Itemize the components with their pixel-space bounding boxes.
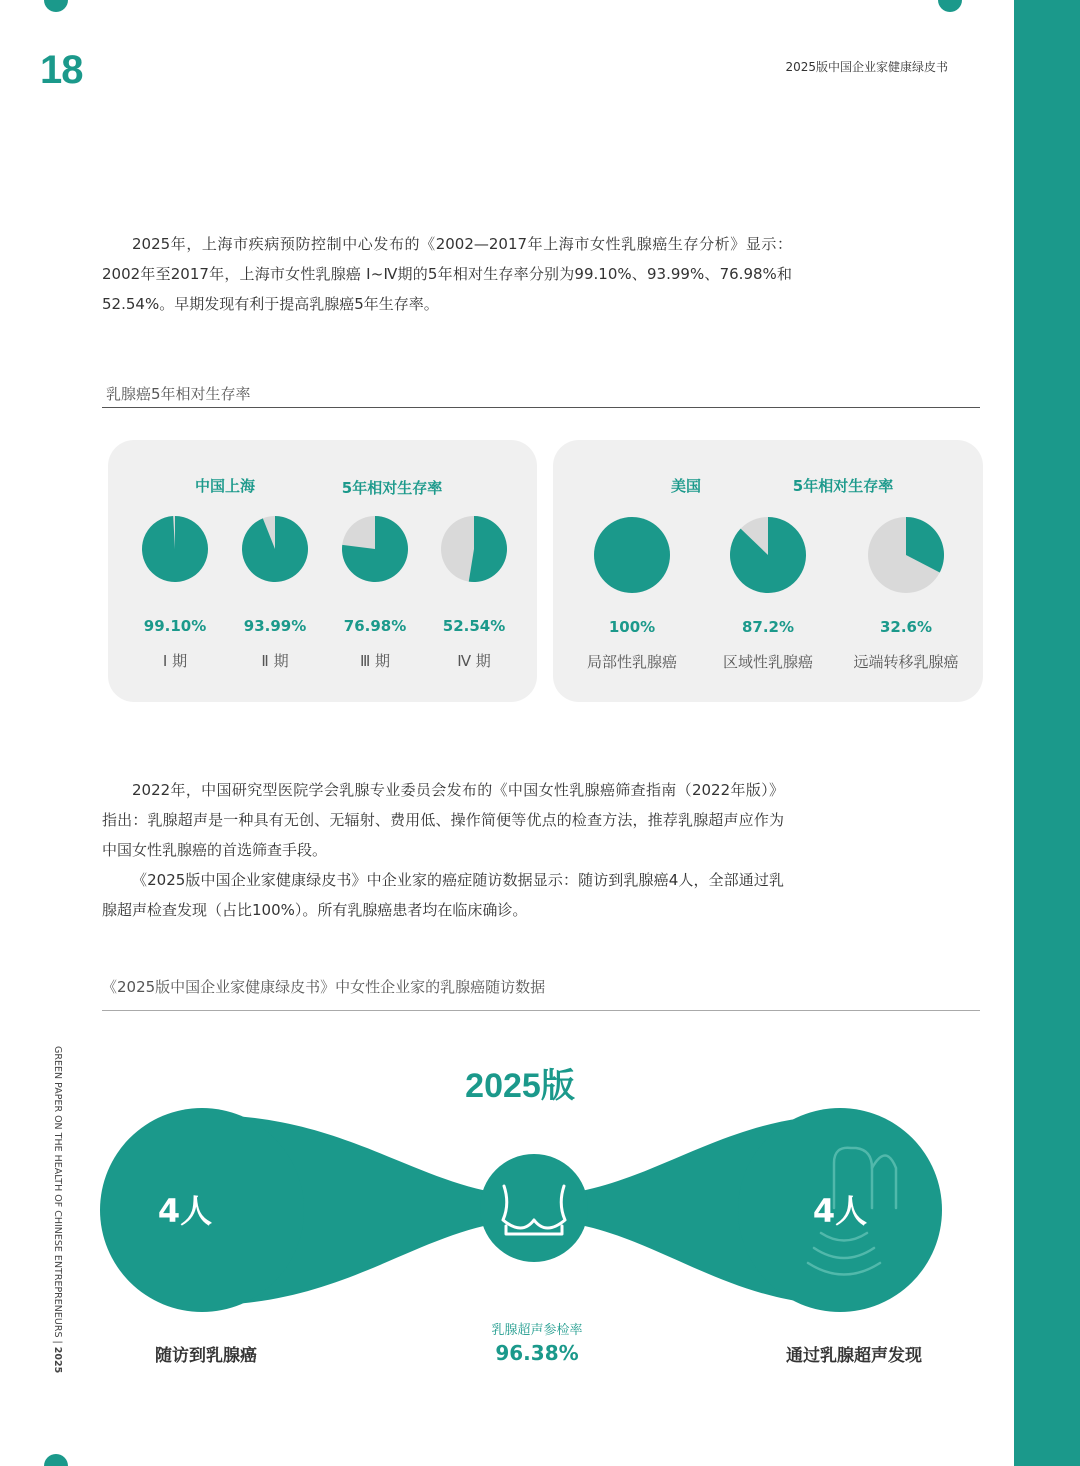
right-accent-band (1014, 0, 1080, 1466)
side-running-text: GREEN PAPER ON THE HEALTH OF CHINESE ENTREPRENEURS | 2025 (52, 1046, 63, 1374)
value-shanghai-stage3: 76.98% (343, 617, 407, 635)
center-rate: 96.38% (495, 1341, 579, 1365)
intro-text: 2025年，上海市疾病预防控制中心发布的《2002—2017年上海市女性乳腺癌生存分析》显示：2002年至2017年，上海市女性乳腺癌 Ⅰ~Ⅳ期的5年相对生存率分别为99.10%、93.99%、76.98%和 52.54%。早期发现有利于提高乳腺癌5年生存率。 (102, 235, 792, 313)
pie-shanghai-stage2 (242, 516, 308, 582)
side-year: 2025 (52, 1346, 63, 1374)
label-usa-distant: 远端转移乳腺癌 (853, 653, 959, 671)
running-title: 2025版中国企业家健康绿皮书 (785, 60, 948, 74)
right-count: 4人 (812, 1192, 868, 1230)
value-shanghai-stage4: 52.54% (442, 617, 506, 635)
guideline-paragraph (102, 775, 784, 925)
value-shanghai-stage2: 93.99% (243, 617, 307, 635)
center-circle (480, 1154, 588, 1262)
pie-usa-local (594, 517, 670, 593)
pie-shanghai-stage4 (441, 516, 507, 582)
pie-shanghai-stage1 (142, 516, 208, 582)
label-shanghai-stage3: Ⅲ 期 (359, 652, 391, 670)
decor-dot-top-right (938, 0, 962, 12)
value-usa-local: 100% (608, 618, 656, 636)
left-caption: 随访到乳腺癌 (155, 1346, 257, 1366)
infographic-year-label: 2025版 (465, 1067, 575, 1105)
pie-slice (242, 516, 308, 582)
pie-usa-distant (868, 517, 944, 593)
label-shanghai-stage4: Ⅳ 期 (457, 652, 491, 670)
guideline-text-1: 2022年，中国研究型医院学会乳腺专业委员会发布的《中国女性乳腺癌筛查指南（2022年版）》指出：乳腺超声是一种具有无创、无辐射、费用低、操作简便等优点的检查方法，推荐乳腺超声应作为中国女性乳腺癌的首选筛查手段。 (102, 781, 784, 859)
label-shanghai-stage2: Ⅱ 期 (261, 652, 289, 670)
value-usa-distant: 32.6% (879, 618, 933, 636)
section-title-followup: 《2025版中国企业家健康绿皮书》中女性企业家的乳腺癌随访数据 (102, 978, 546, 996)
card-shanghai-subtitle: 5年相对生存率 (341, 479, 443, 497)
card-shanghai-title: 中国上海 (194, 477, 256, 495)
label-shanghai-stage1: Ⅰ 期 (162, 652, 188, 670)
section-title-survival: 乳腺癌5年相对生存率 (106, 385, 251, 403)
left-count: 4人 (157, 1192, 213, 1230)
decor-dot-top-left (44, 0, 68, 12)
card-usa-title: 美国 (670, 477, 702, 495)
pie-slice (469, 516, 507, 582)
pie-shanghai-stage3 (342, 516, 408, 582)
section-divider-2 (102, 1010, 980, 1011)
intro-paragraph (102, 229, 792, 319)
center-caption: 乳腺超声参检率 (491, 1323, 583, 1338)
label-usa-local: 局部性乳腺癌 (586, 653, 678, 671)
right-caption: 通过乳腺超声发现 (786, 1346, 922, 1366)
pie-slice (142, 516, 208, 582)
pie-usa-regional (730, 517, 806, 593)
value-usa-regional: 87.2% (741, 618, 795, 636)
section-divider-1 (102, 407, 980, 408)
label-usa-regional: 区域性乳腺癌 (722, 653, 814, 671)
card-usa-subtitle: 5年相对生存率 (792, 477, 894, 495)
pie-slice (594, 517, 670, 593)
side-english-title: GREEN PAPER ON THE HEALTH OF CHINESE ENTREPRENEURS (52, 1046, 63, 1338)
page-number: 18 (40, 48, 83, 92)
guideline-text-2: 《2025版中国企业家健康绿皮书》中企业家的癌症随访数据显示：随访到乳腺癌4人，全部通过乳腺超声检查发现（占比100%）。所有乳腺癌患者均在临床确诊。 (102, 871, 784, 919)
value-shanghai-stage1: 99.10% (143, 617, 207, 635)
decor-dot-bottom-left (44, 1454, 68, 1466)
